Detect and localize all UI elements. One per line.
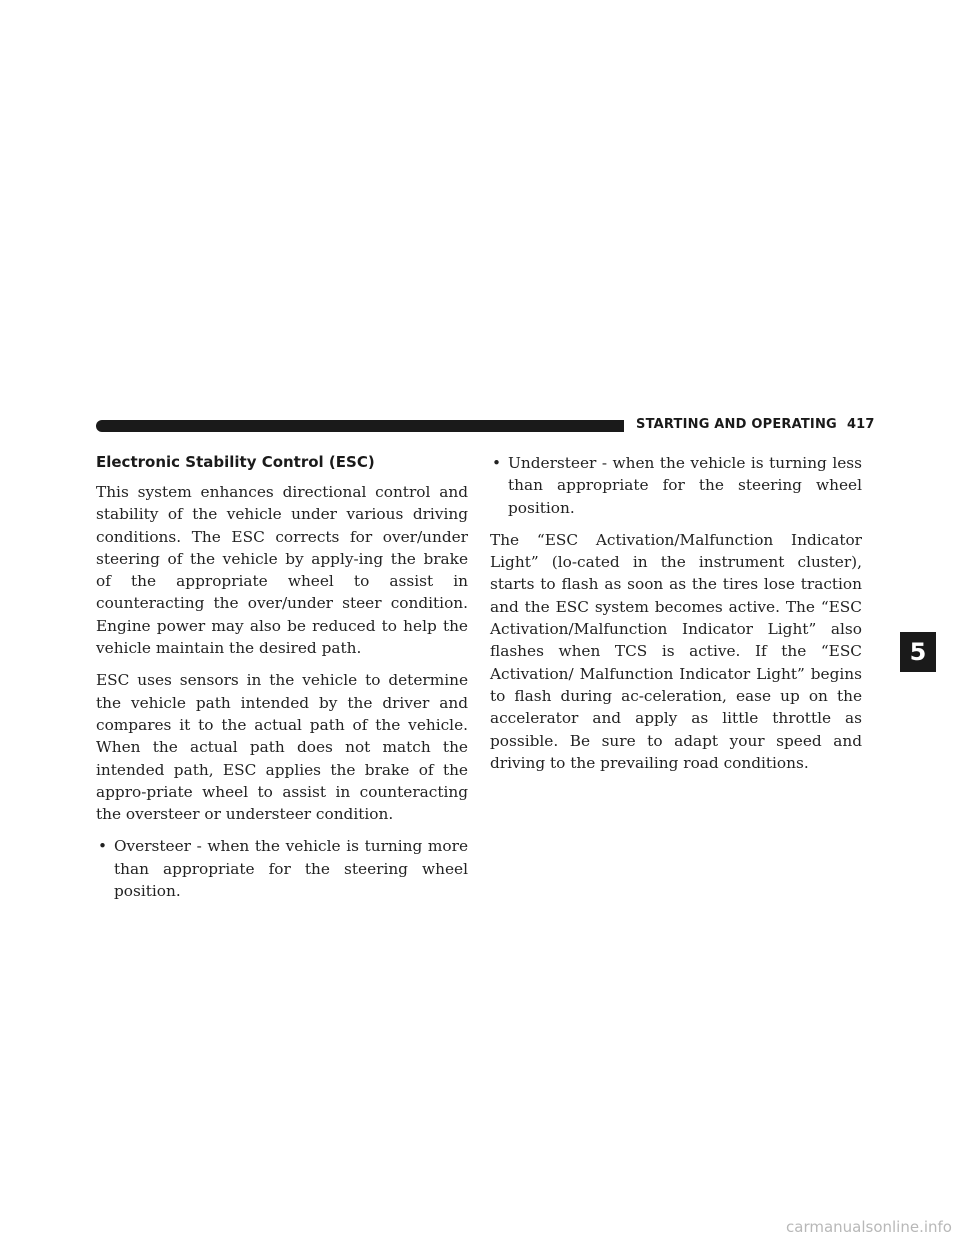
section-heading: Electronic Stability Control (ESC) bbox=[96, 453, 375, 471]
bullet-icon: • bbox=[98, 837, 108, 856]
right-column bbox=[490, 452, 862, 784]
list-item bbox=[96, 835, 468, 902]
body-paragraph: This system enhances directional control and stability of the vehicle under various driving conditions. The ESC corrects for over/under steering of the vehicle by apply-ing the brake of the appropriate wheel to assist in counteracting the over/under steer condition. Engine power may also be reduced to help the vehicle maintain the desired path. bbox=[96, 483, 468, 658]
header-rule bbox=[96, 420, 624, 432]
bullet-list bbox=[490, 452, 862, 519]
running-header bbox=[636, 417, 876, 432]
list-item-text: Oversteer - when the vehicle is turning more than appropriate for the steering wheel position. bbox=[114, 837, 468, 901]
bullet-list bbox=[96, 835, 468, 902]
section-title: STARTING AND OPERATING bbox=[636, 417, 837, 432]
body-paragraph: The “ESC Activation/Malfunction Indicator Light” (lo-cated in the instrument cluster), starts to flash as soon as the tires lose traction and the ESC system becomes active. The “ESC Activation/Malfunction Indicator Light” also flashes when TCS is active. If the “ESC Activation/ Malfunction Indicator Light” begins to flash during ac-celeration, ease up on the accelerator and apply as little throttle as possible. Be sure to adapt your speed and driving to the prevailing road conditions. bbox=[490, 530, 862, 772]
bullet-icon: • bbox=[492, 454, 502, 472]
chapter-tab: 5 bbox=[900, 632, 936, 672]
list-item bbox=[490, 452, 862, 519]
list-item-text: Understeer - when the vehicle is turning less than appropriate for the steering wheel position. bbox=[508, 454, 862, 517]
watermark: carmanualsonline.info bbox=[786, 1218, 952, 1236]
page-number: 417 bbox=[846, 417, 875, 432]
body-paragraph: ESC uses sensors in the vehicle to determine the vehicle path intended by the driver and compares it to the actual path of the vehicle. When the actual path does not match the intended path, ESC applies the brake of the appro-priate wheel to assist in counteracting the oversteer or understeer condition. bbox=[96, 671, 468, 824]
left-column bbox=[96, 452, 468, 912]
